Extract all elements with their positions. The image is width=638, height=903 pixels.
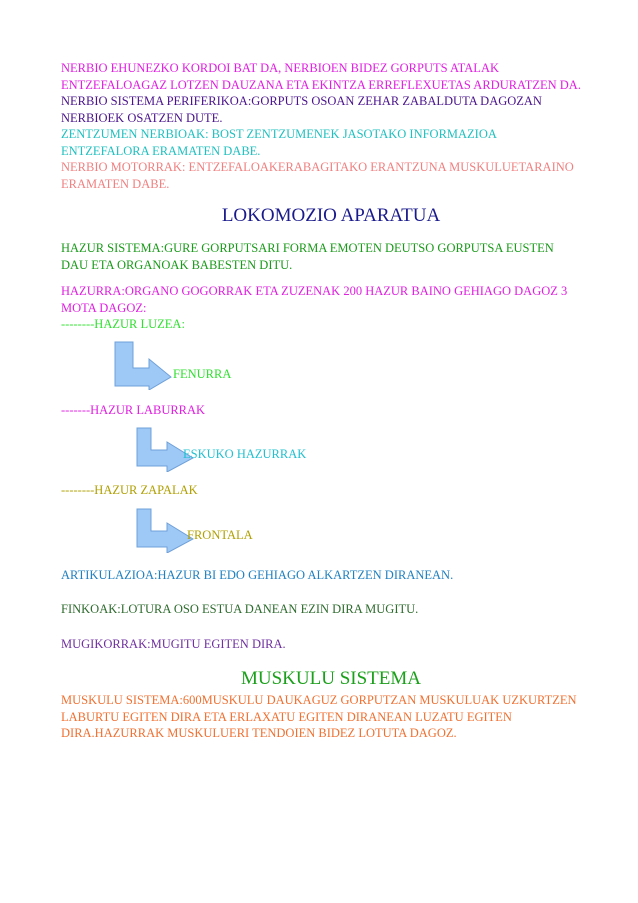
mobile-joints-paragraph: MUGIKORRAK:MUGITU EGITEN DIRA. [61, 636, 286, 651]
femur-example: FENURRA [173, 366, 232, 381]
flat-bones-example-row [61, 507, 581, 551]
motor-nerves-paragraph: NERBIO MOTORRAK: ENTZEFALOAKERABAGITAKO ERANTZUNA MUSKULUETARAINO ERAMATEN DABE. [61, 160, 574, 191]
sensory-nerves-paragraph: ZENTZUMEN NERBIOAK: BOST ZENTZUMENEK JASOTAKO INFORMAZIOA ENTZEFALORA ERAMATEN DABE. [61, 127, 497, 158]
skeleton-paragraph: HAZUR SISTEMA:GURE GORPUTSARI FORMA EMOTEN DEUTSO GORPUTSA EUSTEN DAU ETA ORGANOAK BABESTEN DITU. [61, 241, 554, 272]
bent-arrow-icon [135, 507, 195, 553]
long-bone-example-row [61, 340, 581, 390]
muscle-heading: MUSKULU SISTEMA [241, 668, 421, 689]
short-bones-label: -------HAZUR LABURRAK [61, 402, 206, 417]
muscle-paragraph: MUSKULU SISTEMA:600MUSKULU DAUKAGUZ GORPUTZAN MUSKULUAK UZKURTZEN LABURTU EGITEN DIRA ETA ERLAXATU EGITEN DIRANEAN LUZATU EGITEN DIRA.HAZURRAK MUSKULUERI TENDOIEN BIDEZ LOTUTA DAGOZ. [61, 693, 577, 740]
locomotion-heading: LOKOMOZIO APARATUA [221, 205, 441, 226]
hand-bones-example: ESKUKO HAZURRAK [183, 447, 307, 461]
bone-paragraph: HAZURRA:ORGANO GOGORRAK ETA ZUZENAK 200 HAZUR BAINO GEHIAGO DAGOZ 3 MOTA DAGOZ: [61, 284, 568, 315]
peripheral-nervous-paragraph: NERBIO SISTEMA PERIFERIKOA:GORPUTS OSOAN ZEHAR ZABALDUTA DAGOZAN NERBIOEK OSATZEN DUTE. [61, 94, 542, 125]
frontal-example: FRONTALA [187, 527, 253, 542]
flat-bones-label: --------HAZUR ZAPALAK [61, 483, 198, 497]
document-page [61, 60, 581, 742]
short-bones-example-row [61, 426, 581, 472]
joint-paragraph: ARTIKULAZIOA:HAZUR BI EDO GEHIAGO ALKARTZEN DIRANEAN. [61, 567, 454, 582]
nervous-cord-paragraph: NERBIO EHUNEZKO KORDOI BAT DA, NERBIOEN BIDEZ GORPUTS ATALAK ENTZEFALOAGAZ LOTZEN DAUZANA ETA EKINTZA ERREFLEXUETAS ARDURATZEN DA. [61, 61, 581, 92]
fixed-joints-paragraph: FINKOAK:LOTURA OSO ESTUA DANEAN EZIN DIRA MUGITU. [61, 602, 419, 616]
long-bone-label: --------HAZUR LUZEA: [61, 317, 185, 331]
bent-arrow-icon [113, 340, 173, 390]
